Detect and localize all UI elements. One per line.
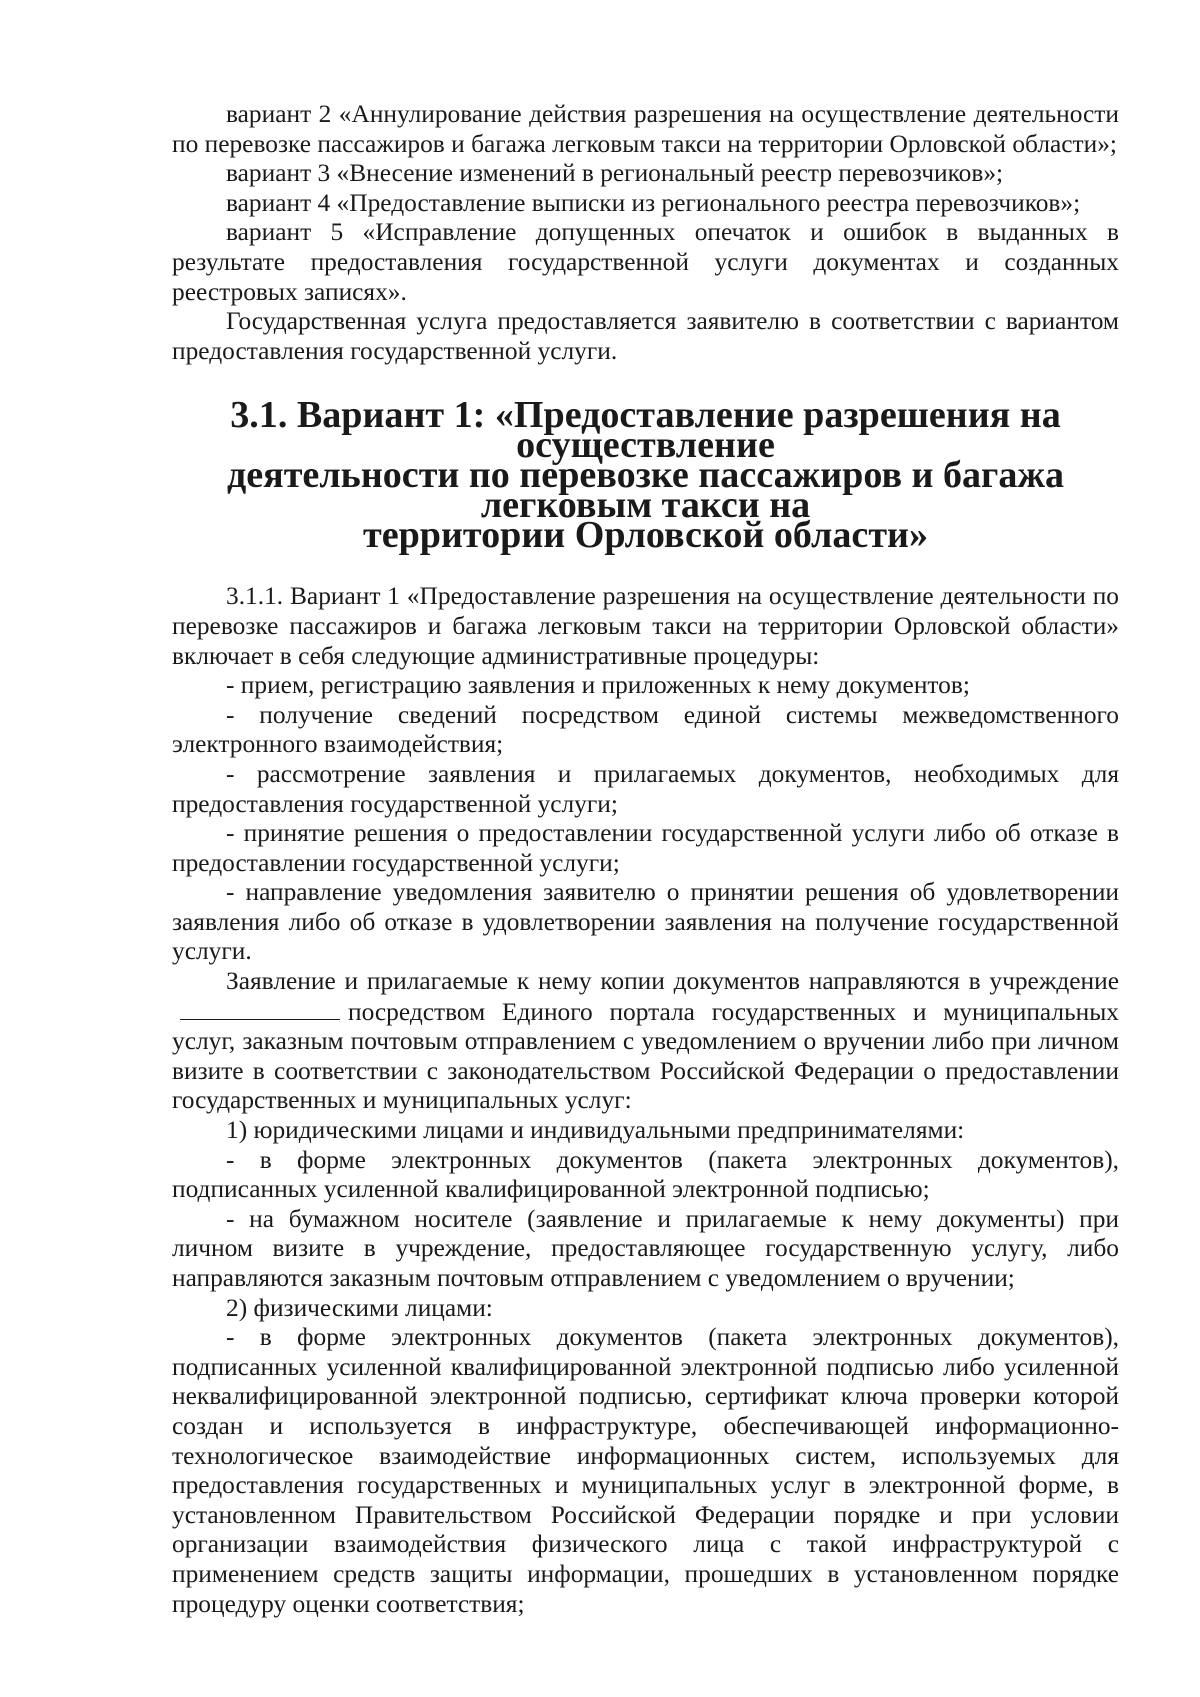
procedure-item-4: - принятие решения о предоставлении государственной услуги либо об отказе в предоставлении государственной услуги;: [172, 819, 1119, 877]
procedure-item-3: - рассмотрение заявления и прилагаемых документов, необходимых для предоставления государственной услуги;: [172, 759, 1119, 818]
section-heading-line-3: территории Орловской области»: [363, 514, 928, 557]
paragraph-submission: [172, 967, 1119, 1116]
paragraph-legal-electronic: - в форме электронных документов (пакета электронных документов), подписанных усиленной квалифицированной электронной подписью;: [172, 1145, 1119, 1204]
section-heading-line-1: 3.1. Вариант 1: «Предоставление разрешения на осуществление: [230, 394, 1061, 467]
paragraph-variant-5: вариант 5 «Исправление допущенных опечаток и ошибок в выданных в результате предоставления государственной услуги документах и созданных реестровых записях».: [172, 218, 1119, 306]
paragraph-individuals-electronic: - в форме электронных документов (пакета электронных документов), подписанных усиленной квалифицированной электронной подписью либо усиленной неквалифицированной электронной подписью, сертификат ключа проверки которой создан и используется в инфраструктуре, обеспечивающей информационно-технологическое взаимодействие информационных систем, используемых для предоставления государственных и муниципальных услуг в электронной форме, в установленном Правительством Российской Федерации порядке и при условии организации взаимодействия физического лица с такой инфраструктурой с применением средств защиты информации, прошедших в установленном порядке процедуру оценки соответствия;: [172, 1323, 1119, 1618]
submission-text-end: посредством Единого портала государственных и муниципальных услуг, заказным почтовым отправлением с уведомлением о вручении либо при личном визите в соответствии с законодательством Российской Федерации о предоставлении государственных и муниципальных услуг:: [172, 997, 1119, 1115]
procedure-item-5: - направление уведомления заявителю о принятии решения об удовлетворении заявления либо об отказе в удовлетворении заявления на получение государственной услуги.: [172, 878, 1119, 966]
paragraph-individuals: 2) физическими лицами:: [226, 1293, 493, 1322]
section-heading-line-2: деятельности по перевозке пассажиров и багажа легковым такси на: [226, 454, 1065, 527]
paragraph-3-1-1: 3.1.1. Вариант 1 «Предоставление разрешения на осуществление деятельности по перевозке пассажиров и багажа легковым такси на территории Орловской области» включает в себя следующие административные процедуры:: [172, 582, 1119, 670]
paragraph-legal-paper: - на бумажном носителе (заявление и прилагаемые к нему документы) при личном визите в учреждение, предоставляющее государственную услугу, либо направляются заказным почтовым отправлением с уведомлением о вручении;: [172, 1204, 1119, 1292]
paragraph-variant-3: вариант 3 «Внесение изменений в региональный реестр перевозчиков»;: [226, 159, 1004, 188]
procedure-item-1: - прием, регистрацию заявления и приложенных к нему документов;: [226, 671, 970, 700]
paragraph-legal-entities: 1) юридическими лицами и индивидуальными предпринимателями:: [226, 1116, 965, 1145]
submission-text-start: Заявление и прилагаемые к нему копии документов направляются в учреждение: [226, 967, 1119, 996]
paragraph-variant-2: вариант 2 «Аннулирование действия разрешения на осуществление деятельности по перевозке пассажиров и багажа легковым такси на территории Орловской области»;: [172, 100, 1119, 158]
paragraph-variant-4: вариант 4 «Предоставление выписки из регионального реестра перевозчиков»;: [226, 188, 1081, 217]
procedure-item-2: - получение сведений посредством единой системы межведомственного электронного взаимодействия;: [172, 700, 1119, 759]
blank-field: [180, 997, 340, 1020]
section-heading: [172, 394, 1119, 557]
document-page: [172, 100, 1119, 1619]
paragraph-service-variant: Государственная услуга предоставляется заявителю в соответствии с вариантом предоставления государственной услуги.: [172, 307, 1119, 365]
